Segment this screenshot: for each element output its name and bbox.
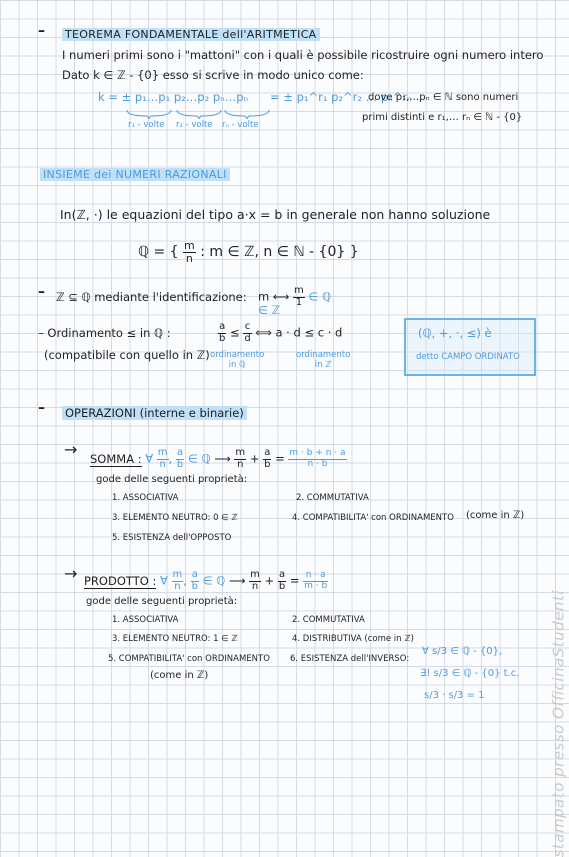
bullet-dash: – — [38, 23, 45, 39]
props-intro: gode delle seguenti proprietà: — [86, 596, 238, 607]
denominator: n · b — [307, 458, 328, 469]
denominator: b — [191, 580, 198, 592]
fraction — [243, 322, 251, 344]
numerator: m · b + n · a — [289, 448, 346, 459]
ord-line1: Ordinamento ≤ in ℚ : — [47, 326, 171, 340]
map-arrow: ⟶ — [228, 573, 246, 588]
bullet-dash: – — [38, 284, 45, 300]
fraction — [191, 570, 199, 592]
fraction — [157, 448, 169, 470]
fraction — [293, 286, 305, 308]
denominator: b — [176, 458, 184, 470]
somma-line — [90, 448, 347, 470]
ord-label-q-1: ordinamento — [210, 350, 265, 360]
numerator: m — [172, 569, 183, 580]
property-item: 4. COMPATIBILITA' con ORDINAMENTO — [292, 513, 454, 523]
denominator: n — [237, 458, 244, 470]
inverse-line: s/3 · s/3 = 1 — [424, 690, 485, 701]
property-item: 2. COMMUTATIVA — [292, 615, 365, 625]
denominator: b — [264, 458, 271, 470]
numerator: m — [184, 239, 195, 252]
ord-label-z-1: ordinamento — [296, 350, 351, 360]
fraction — [218, 322, 226, 344]
property-item: 3. ELEMENTO NEUTRO: 1 ∈ ℤ — [112, 634, 238, 644]
prodotto-label: PRODOTTO : — [84, 573, 157, 588]
numerator: n · a — [303, 571, 328, 581]
property-item: 2. COMMUTATIVA — [296, 493, 369, 503]
in-q: ∈ ℚ — [187, 451, 211, 466]
denominator: n — [251, 580, 259, 592]
q-def-left: ℚ = { — [138, 244, 179, 261]
iff-symbol: ⟺ — [255, 325, 272, 340]
title-text: TEOREMA FONDAMENTALE dell'ARITMETICA — [62, 28, 320, 41]
fraction — [263, 448, 271, 470]
formula-k: k = ± p₁…p₁ p₂…p₂ pₙ…pₙ — [98, 90, 249, 104]
ord-label-z-2: in ℤ — [314, 360, 332, 370]
q-definition — [138, 240, 359, 264]
property-item: 5. COMPATIBILITA' con ORDINAMENTO — [108, 654, 270, 664]
fraction — [234, 448, 246, 470]
numerator: a — [219, 321, 226, 332]
ord-label-q — [210, 350, 264, 370]
numerator: m — [250, 569, 260, 580]
ident-arrow: ⟷ — [272, 289, 290, 304]
note-line: dove p₁,…pₙ ∈ ℕ sono numeri — [368, 92, 519, 103]
denominator: b — [219, 332, 226, 344]
equals: = — [289, 573, 300, 588]
forall-symbol: ∀ — [145, 451, 154, 466]
denominator: b — [278, 580, 286, 592]
ident-blue: ∈ ℚ — [308, 289, 332, 304]
ord-label-q-2: in ℚ — [228, 360, 246, 370]
text-line: (compatibile con quello in ℤ) — [44, 348, 210, 362]
property-item: 4. DISTRIBUTIVA (come in ℤ) — [292, 634, 414, 644]
watermark: stampato presso OfficinaStudenti — [549, 590, 567, 857]
text-line: In(ℤ, ·) le equazioni del tipo a·x = b in generale non hanno soluzione — [60, 207, 491, 222]
text-line — [38, 326, 171, 340]
denominator: n — [159, 458, 166, 470]
comma: , — [183, 573, 187, 588]
fraction — [183, 240, 196, 264]
note-line: primi distinti e r₁,… rₙ ∈ ℕ - {0} — [362, 112, 523, 123]
campo-ordinato-box — [404, 318, 536, 376]
somma-label: SOMMA : — [90, 451, 142, 466]
leq-symbol: ≤ — [230, 325, 240, 340]
numerator: c — [244, 321, 251, 332]
numerator: a — [191, 569, 198, 580]
denominator: n — [174, 580, 181, 592]
underbrace-label: rₙ - volte — [222, 120, 259, 130]
ordering-expr — [218, 322, 342, 344]
numerator: a — [176, 447, 184, 458]
plus: + — [249, 451, 260, 466]
forall-symbol: ∀ — [159, 573, 168, 588]
property-note: (come in ℤ) — [150, 670, 209, 681]
box-line: (ℚ, +, ·, ≤) è — [418, 326, 492, 340]
numerator: m — [235, 447, 246, 458]
arrow-icon: → — [64, 564, 78, 583]
section-title-teorema — [62, 28, 320, 41]
comma: , — [168, 451, 173, 466]
numerator: m — [157, 447, 168, 458]
arrow-icon: → — [64, 440, 78, 459]
underbrace-label: r₁ - volte — [128, 120, 165, 130]
property-item: 1. ASSOCIATIVA — [112, 615, 179, 625]
denominator: m · b — [304, 580, 328, 591]
fraction — [288, 449, 346, 469]
text-line: ℤ ⊆ ℚ mediante l'identificazione: — [56, 290, 247, 304]
in-q: ∈ ℚ — [202, 573, 226, 588]
numerator: a — [278, 569, 286, 580]
text-line: Dato k ∈ ℤ - {0} esso si scrive in modo unico come: — [62, 68, 364, 82]
numerator: m — [294, 285, 304, 296]
underbraces — [125, 108, 275, 120]
ident-blue-under: ∈ ℤ — [258, 303, 281, 317]
property-item: 1. ASSOCIATIVA — [112, 493, 179, 503]
property-note: (come in ℤ) — [466, 510, 525, 521]
ident-m: m — [258, 289, 270, 304]
title-text: OPERAZIONI (interne e binarie) — [62, 406, 247, 420]
fraction — [176, 448, 184, 470]
fraction — [278, 570, 286, 592]
section-title-operazioni — [62, 406, 247, 420]
inverse-line: ∀ s/3 ∈ ℚ - {0}, — [422, 646, 503, 657]
ord-right: a · d ≤ c · d — [275, 325, 343, 340]
props-intro: gode delle seguenti proprietà: — [96, 474, 248, 485]
plus: + — [264, 573, 275, 588]
bullet-dash: – — [38, 400, 45, 416]
denominator: d — [244, 332, 251, 344]
property-item: 3. ELEMENTO NEUTRO: 0 ∈ ℤ — [112, 513, 238, 523]
denominator: n — [185, 251, 193, 265]
map-arrow: ⟶ — [214, 451, 231, 466]
property-item: 5. ESISTENZA dell'OPPOSTO — [112, 533, 232, 543]
underbrace-label: r₂ - volte — [176, 120, 213, 130]
box-line: detto CAMPO ORDINATO — [416, 352, 520, 362]
inverse-line: ∃! s/3 ∈ ℚ - {0} t.c. — [420, 668, 520, 679]
section-title-razionali — [40, 168, 230, 181]
fraction — [172, 570, 184, 592]
equals: = — [275, 451, 285, 466]
denominator: 1 — [295, 296, 303, 308]
fraction — [303, 571, 328, 591]
title-text: INSIEME dei NUMERI RAZIONALI — [40, 168, 230, 181]
formula-k-powers: = ± p₁^r₁ p₂^r₂ … pₙ^rₙ — [270, 90, 412, 104]
dash-glyph: – — [38, 326, 44, 340]
prodotto-line — [84, 570, 328, 592]
q-def-right: : m ∈ ℤ, n ∈ ℕ - {0} } — [200, 244, 359, 261]
property-item: 6. ESISTENZA dell'INVERSO: — [290, 654, 410, 664]
ord-label-z — [296, 350, 350, 370]
fraction — [249, 570, 261, 592]
numerator: a — [264, 447, 271, 458]
text-line: I numeri primi sono i "mattoni" con i quali è possibile ricostruire ogni numero intero — [62, 48, 544, 62]
